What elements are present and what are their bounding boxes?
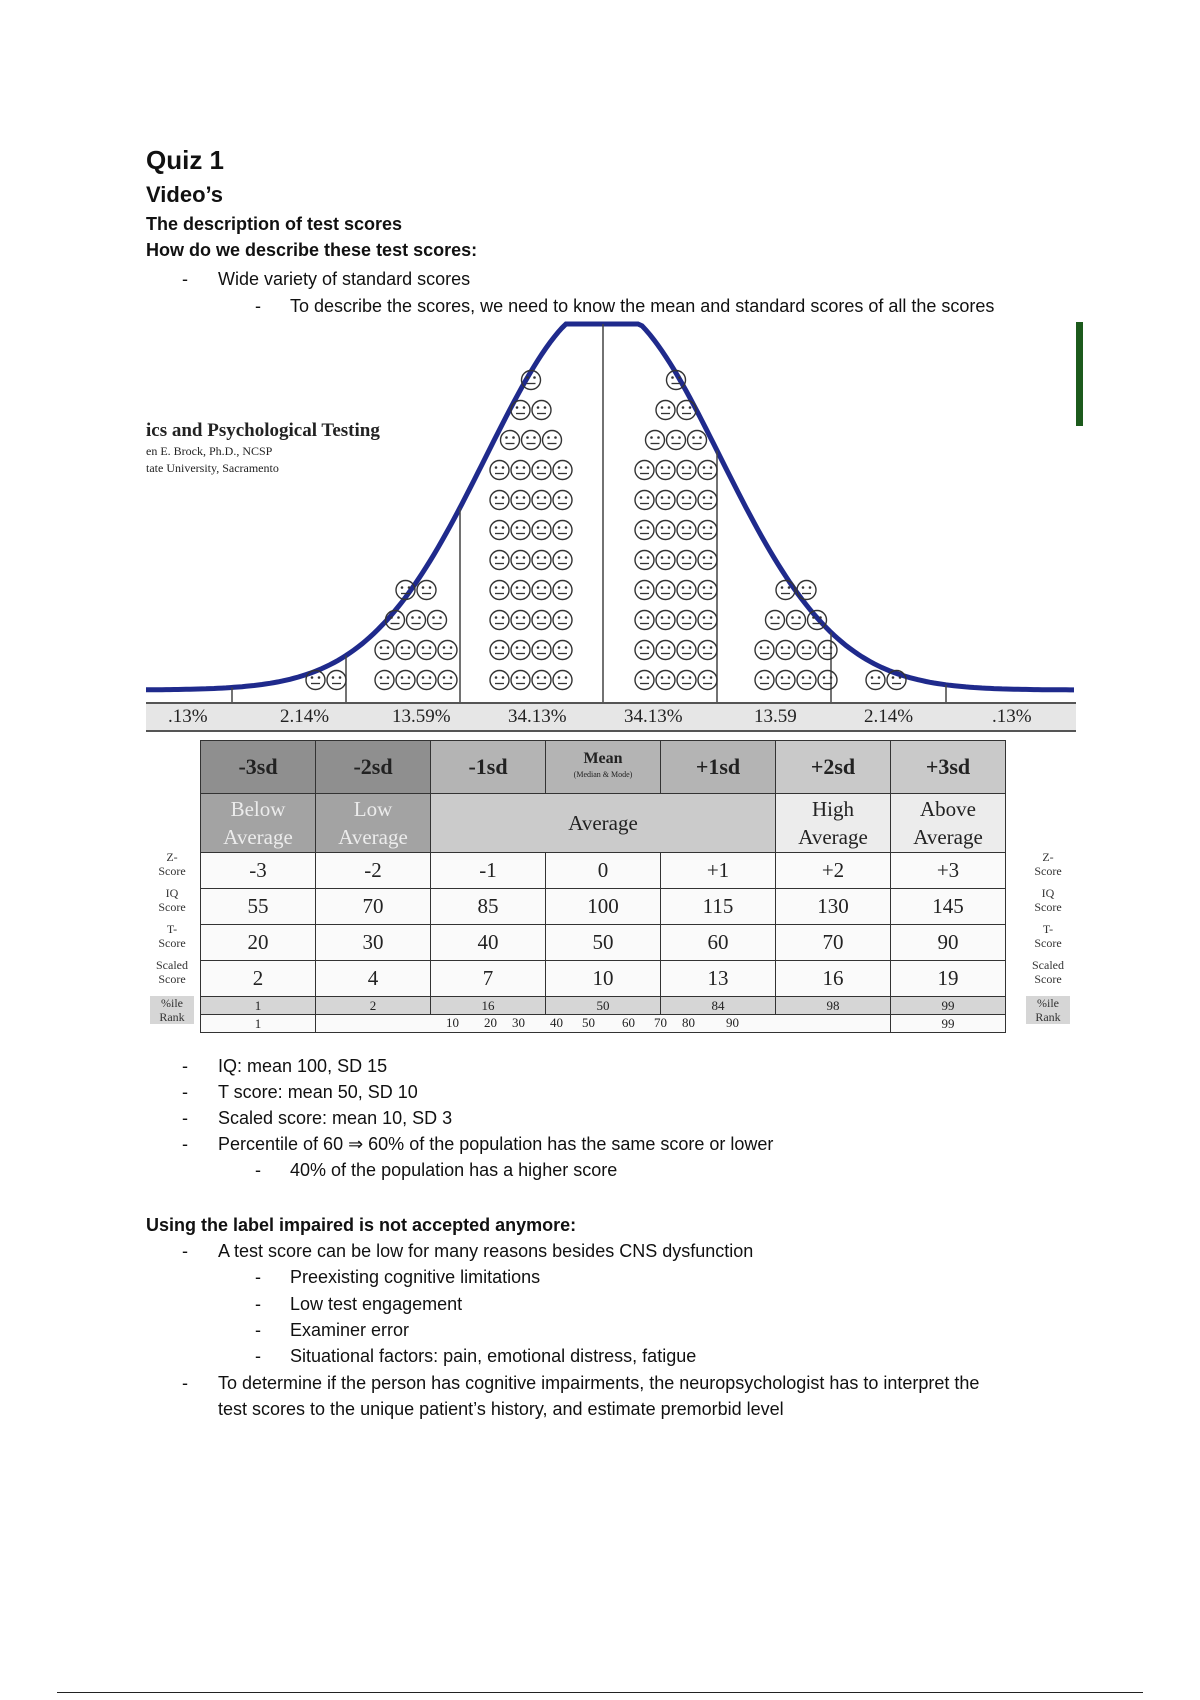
scaled-score-cell: 7 xyxy=(431,961,546,997)
smiley-face-icon xyxy=(656,581,675,600)
smiley-face-icon xyxy=(511,461,530,480)
smiley-face-icon xyxy=(511,581,530,600)
smiley-face-icon xyxy=(698,521,717,540)
page-bottom-rule xyxy=(57,1692,1143,1693)
percentile-cell: 98 xyxy=(776,997,891,1015)
smiley-face-icon xyxy=(553,551,572,570)
smiley-face-icon xyxy=(532,521,551,540)
bullet-dash: - xyxy=(255,1346,261,1366)
tick-label: 30 xyxy=(512,1015,525,1030)
smiley-face-icon xyxy=(553,671,572,690)
smiley-face-icon xyxy=(532,581,551,600)
t-score-cell: 20 xyxy=(201,925,316,961)
percentile-cell: 99 xyxy=(891,997,1006,1015)
z-score-row xyxy=(201,853,1006,889)
smiley-face-icon xyxy=(635,521,654,540)
smiley-face-icon xyxy=(677,671,696,690)
smiley-face-icon xyxy=(698,581,717,600)
smiley-face-icon xyxy=(417,581,436,600)
bullet-dash: - xyxy=(182,269,188,289)
bullet-variety: Wide variety of standard scores xyxy=(218,269,471,289)
bullet-dash: - xyxy=(182,1373,188,1393)
page-subtitle: Video’s xyxy=(146,182,224,207)
smiley-face-icon xyxy=(407,611,426,630)
credit-title: ics and Psychological Testing xyxy=(146,420,380,441)
smiley-face-icon xyxy=(543,431,562,450)
t-score-cell: 70 xyxy=(776,925,891,961)
bullet-dash: - xyxy=(255,296,261,316)
scaled-score-row xyxy=(201,961,1006,997)
bullet-determine-line1: To determine if the person has cognitive impairments, the neuropsychologist has to interpret the xyxy=(218,1373,980,1393)
smiley-face-icon xyxy=(375,641,394,660)
bullet-higher-score: 40% of the population has a higher score xyxy=(290,1160,618,1180)
iq-score-cell: 85 xyxy=(431,889,546,925)
bell-curve xyxy=(146,324,1074,690)
sd-label: -1sd xyxy=(431,741,546,794)
t-score-cell: 30 xyxy=(316,925,431,961)
bullet-dash: - xyxy=(255,1320,261,1340)
percentile-cell: 1 xyxy=(201,997,316,1015)
z-score-label-left: Z- Score xyxy=(158,850,186,878)
iq-score-row xyxy=(201,889,1006,925)
cat-above-average: Above Average xyxy=(891,794,1006,853)
tick-label: 80 xyxy=(682,1015,695,1030)
smiley-face-stacks xyxy=(306,371,906,690)
smiley-face-icon xyxy=(553,461,572,480)
z-score-label-right: Z- Score xyxy=(1034,850,1062,878)
bullet-iq: IQ: mean 100, SD 15 xyxy=(218,1056,388,1076)
smiley-face-icon xyxy=(635,491,654,510)
smiley-face-icon xyxy=(635,551,654,570)
bullet-situational: Situational factors: pain, emotional distress, fatigue xyxy=(290,1346,697,1366)
bullet-preexisting: Preexisting cognitive limitations xyxy=(290,1267,541,1287)
pct-label: 34.13% xyxy=(624,706,683,727)
smiley-face-icon xyxy=(532,401,551,420)
iq-score-cell: 100 xyxy=(546,889,661,925)
smiley-face-icon xyxy=(490,581,509,600)
bullet-engagement: Low test engagement xyxy=(290,1294,463,1314)
sd-label: -2sd xyxy=(316,741,431,794)
green-marker-bar xyxy=(1076,322,1083,426)
tick-label: 50 xyxy=(582,1015,595,1030)
standard-score-table xyxy=(200,740,1006,1033)
sd-label-mean xyxy=(546,741,661,794)
bullet-dash: - xyxy=(182,1241,188,1261)
smiley-face-icon xyxy=(511,491,530,510)
smiley-face-icon xyxy=(677,521,696,540)
smiley-face-icon xyxy=(490,611,509,630)
bullet-tscore: T score: mean 50, SD 10 xyxy=(218,1082,418,1102)
t-score-cell: 90 xyxy=(891,925,1006,961)
smiley-face-icon xyxy=(797,671,816,690)
smiley-face-icon xyxy=(797,641,816,660)
smiley-face-icon xyxy=(787,611,806,630)
mean-sub-label: (Median & Mode) xyxy=(573,770,633,779)
smiley-face-icon xyxy=(490,641,509,660)
bullet-dash: - xyxy=(182,1056,188,1076)
smiley-face-icon xyxy=(755,641,774,660)
smiley-face-icon xyxy=(698,461,717,480)
t-score-cell: 50 xyxy=(546,925,661,961)
smiley-face-icon xyxy=(511,521,530,540)
sd-header-row xyxy=(201,741,1006,794)
smiley-face-icon xyxy=(553,521,572,540)
smiley-face-icon xyxy=(698,641,717,660)
bullet-dash: - xyxy=(182,1134,188,1154)
smiley-face-icon xyxy=(818,641,837,660)
smiley-face-icon xyxy=(532,551,551,570)
smiley-face-icon xyxy=(656,491,675,510)
smiley-face-icon xyxy=(656,641,675,660)
smiley-face-icon xyxy=(656,611,675,630)
z-score-cell: +3 xyxy=(891,853,1006,889)
smiley-face-icon xyxy=(797,581,816,600)
bullet-examiner: Examiner error xyxy=(290,1320,410,1340)
pct-label: 2.14% xyxy=(280,706,330,727)
sd-label: +1sd xyxy=(661,741,776,794)
z-score-cell: -2 xyxy=(316,853,431,889)
page-title: Quiz 1 xyxy=(146,145,225,175)
cat-average: Average xyxy=(431,794,776,853)
smiley-face-icon xyxy=(677,611,696,630)
t-score-label-left: T- Score xyxy=(158,922,186,950)
category-row xyxy=(201,794,1006,853)
smiley-face-icon xyxy=(490,521,509,540)
iq-score-cell: 70 xyxy=(316,889,431,925)
smiley-face-icon xyxy=(677,461,696,480)
tick-label: 70 xyxy=(654,1015,667,1030)
smiley-face-icon xyxy=(438,641,457,660)
smiley-face-icon xyxy=(522,431,541,450)
percentage-row xyxy=(146,702,1076,732)
cat-low-average: Low Average xyxy=(316,794,431,853)
smiley-face-icon xyxy=(428,611,447,630)
bullet-percentile: Percentile of 60 ⇒ 60% of the population has the same score or lower xyxy=(218,1134,774,1154)
pct-label: 13.59% xyxy=(392,706,451,727)
smiley-face-icon xyxy=(656,401,675,420)
scaled-score-label-left: Scaled Score xyxy=(156,958,188,986)
pct-label: 34.13% xyxy=(508,706,567,727)
smiley-face-icon xyxy=(698,551,717,570)
smiley-face-icon xyxy=(532,491,551,510)
tick-label: 90 xyxy=(726,1015,739,1030)
smiley-face-icon xyxy=(511,611,530,630)
smiley-face-icon xyxy=(635,641,654,660)
smiley-face-icon xyxy=(417,671,436,690)
smiley-face-icon xyxy=(396,671,415,690)
percentile-scale-last: 99 xyxy=(891,1015,1006,1033)
t-score-cell: 40 xyxy=(431,925,546,961)
percentile-cell: 2 xyxy=(316,997,431,1015)
bullet-dash: - xyxy=(255,1294,261,1314)
percentile-scale-row xyxy=(201,1015,1006,1033)
smiley-face-icon xyxy=(327,671,346,690)
t-score-row xyxy=(201,925,1006,961)
bullet-dash: - xyxy=(255,1267,261,1287)
bullet-scaled: Scaled score: mean 10, SD 3 xyxy=(218,1108,453,1128)
smiley-face-icon xyxy=(501,431,520,450)
scaled-score-cell: 4 xyxy=(316,961,431,997)
pct-label: 13.59 xyxy=(754,706,797,727)
sd-label: -3sd xyxy=(201,741,316,794)
iq-score-label-right: IQ Score xyxy=(1034,886,1062,914)
percentile-cell: 84 xyxy=(661,997,776,1015)
smiley-face-icon xyxy=(698,611,717,630)
mean-label: Mean xyxy=(583,750,623,767)
t-score-label-right: T- Score xyxy=(1034,922,1062,950)
percentile-scale-first: 1 xyxy=(201,1015,316,1033)
scaled-score-cell: 13 xyxy=(661,961,776,997)
figure-credit xyxy=(146,420,380,476)
bullet-low-score: A test score can be low for many reasons besides CNS dysfunction xyxy=(218,1241,754,1261)
smiley-face-icon xyxy=(396,641,415,660)
iq-score-cell: 115 xyxy=(661,889,776,925)
smiley-face-icon xyxy=(375,671,394,690)
t-score-cell: 60 xyxy=(661,925,776,961)
z-score-cell: +2 xyxy=(776,853,891,889)
smiley-face-icon xyxy=(698,491,717,510)
iq-score-cell: 145 xyxy=(891,889,1006,925)
bullet-dash: - xyxy=(182,1082,188,1102)
pct-label: .13% xyxy=(168,706,208,727)
smiley-face-icon xyxy=(776,671,795,690)
smiley-face-icon xyxy=(656,461,675,480)
smiley-face-icon xyxy=(490,491,509,510)
bullet-describe: To describe the scores, we need to know the mean and standard scores of all the scores xyxy=(290,296,995,316)
smiley-face-icon xyxy=(635,581,654,600)
smiley-face-icon xyxy=(511,641,530,660)
smiley-face-icon xyxy=(511,671,530,690)
percentile-cell: 16 xyxy=(431,997,546,1015)
smiley-face-icon xyxy=(511,401,530,420)
sd-label: +2sd xyxy=(776,741,891,794)
smiley-face-icon xyxy=(417,641,436,660)
tick-label: 40 xyxy=(550,1015,563,1030)
smiley-face-icon xyxy=(553,581,572,600)
smiley-face-icon xyxy=(677,551,696,570)
smiley-face-icon xyxy=(553,611,572,630)
scaled-score-cell: 16 xyxy=(776,961,891,997)
pct-rank-label-right: %ile Rank xyxy=(1026,996,1070,1024)
smiley-face-icon xyxy=(755,671,774,690)
pct-label: 2.14% xyxy=(864,706,914,727)
smiley-face-icon xyxy=(490,671,509,690)
smiley-face-icon xyxy=(656,551,675,570)
smiley-face-icon xyxy=(656,521,675,540)
smiley-face-icon xyxy=(635,611,654,630)
percentile-row xyxy=(201,997,1006,1015)
smiley-face-icon xyxy=(866,671,885,690)
smiley-face-icon xyxy=(688,431,707,450)
scaled-score-cell: 19 xyxy=(891,961,1006,997)
tick-label: 20 xyxy=(484,1015,497,1030)
smiley-face-icon xyxy=(553,491,572,510)
smiley-face-icon xyxy=(766,611,785,630)
credit-university: tate University, Sacramento xyxy=(146,461,279,475)
smiley-face-icon xyxy=(656,671,675,690)
percentile-cell: 50 xyxy=(546,997,661,1015)
smiley-face-icon xyxy=(532,461,551,480)
smiley-face-icon xyxy=(667,431,686,450)
smiley-face-icon xyxy=(438,671,457,690)
smiley-face-icon xyxy=(511,551,530,570)
smiley-face-icon xyxy=(677,491,696,510)
iq-score-cell: 130 xyxy=(776,889,891,925)
smiley-face-icon xyxy=(532,641,551,660)
sd-label: +3sd xyxy=(891,741,1006,794)
smiley-face-icon xyxy=(646,431,665,450)
pct-rank-label-left: %ile Rank xyxy=(150,996,194,1024)
bell-curve-svg xyxy=(146,316,1076,716)
iq-score-cell: 55 xyxy=(201,889,316,925)
bullet-dash: - xyxy=(255,1160,261,1180)
smiley-face-icon xyxy=(635,461,654,480)
smiley-face-icon xyxy=(677,401,696,420)
tick-label: 60 xyxy=(622,1015,635,1030)
section-heading-description: The description of test scores xyxy=(146,214,403,234)
scaled-score-label-right: Scaled Score xyxy=(1032,958,1064,986)
smiley-face-icon xyxy=(776,641,795,660)
smiley-face-icon xyxy=(818,671,837,690)
smiley-face-icon xyxy=(490,461,509,480)
iq-score-label-left: IQ Score xyxy=(158,886,186,914)
z-score-cell: 0 xyxy=(546,853,661,889)
smiley-face-icon xyxy=(677,581,696,600)
bullet-determine-line2: test scores to the unique patient’s history, and estimate premorbid level xyxy=(218,1399,784,1419)
smiley-face-icon xyxy=(677,641,696,660)
smiley-face-icon xyxy=(532,671,551,690)
smiley-face-icon xyxy=(532,611,551,630)
credit-author: en E. Brock, Ph.D., NCSP xyxy=(146,444,273,458)
cat-high-average: High Average xyxy=(776,794,891,853)
section-heading-impaired: Using the label impaired is not accepted anymore: xyxy=(146,1215,577,1235)
z-score-cell: -3 xyxy=(201,853,316,889)
z-score-cell: +1 xyxy=(661,853,776,889)
percentile-ticks xyxy=(316,1015,891,1033)
z-score-cell: -1 xyxy=(431,853,546,889)
bullet-dash: - xyxy=(182,1108,188,1128)
smiley-face-icon xyxy=(490,551,509,570)
scaled-score-cell: 2 xyxy=(201,961,316,997)
smiley-face-icon xyxy=(635,671,654,690)
section-heading-how: How do we describe these test scores: xyxy=(146,240,478,260)
sd-division-lines xyxy=(227,324,951,716)
tick-label: 10 xyxy=(446,1015,459,1030)
smiley-face-icon xyxy=(553,641,572,660)
smiley-face-icon xyxy=(698,671,717,690)
scaled-score-cell: 10 xyxy=(546,961,661,997)
pct-label: .13% xyxy=(992,706,1032,727)
cat-below-average: Below Average xyxy=(201,794,316,853)
normal-curve-figure xyxy=(146,316,1076,1046)
